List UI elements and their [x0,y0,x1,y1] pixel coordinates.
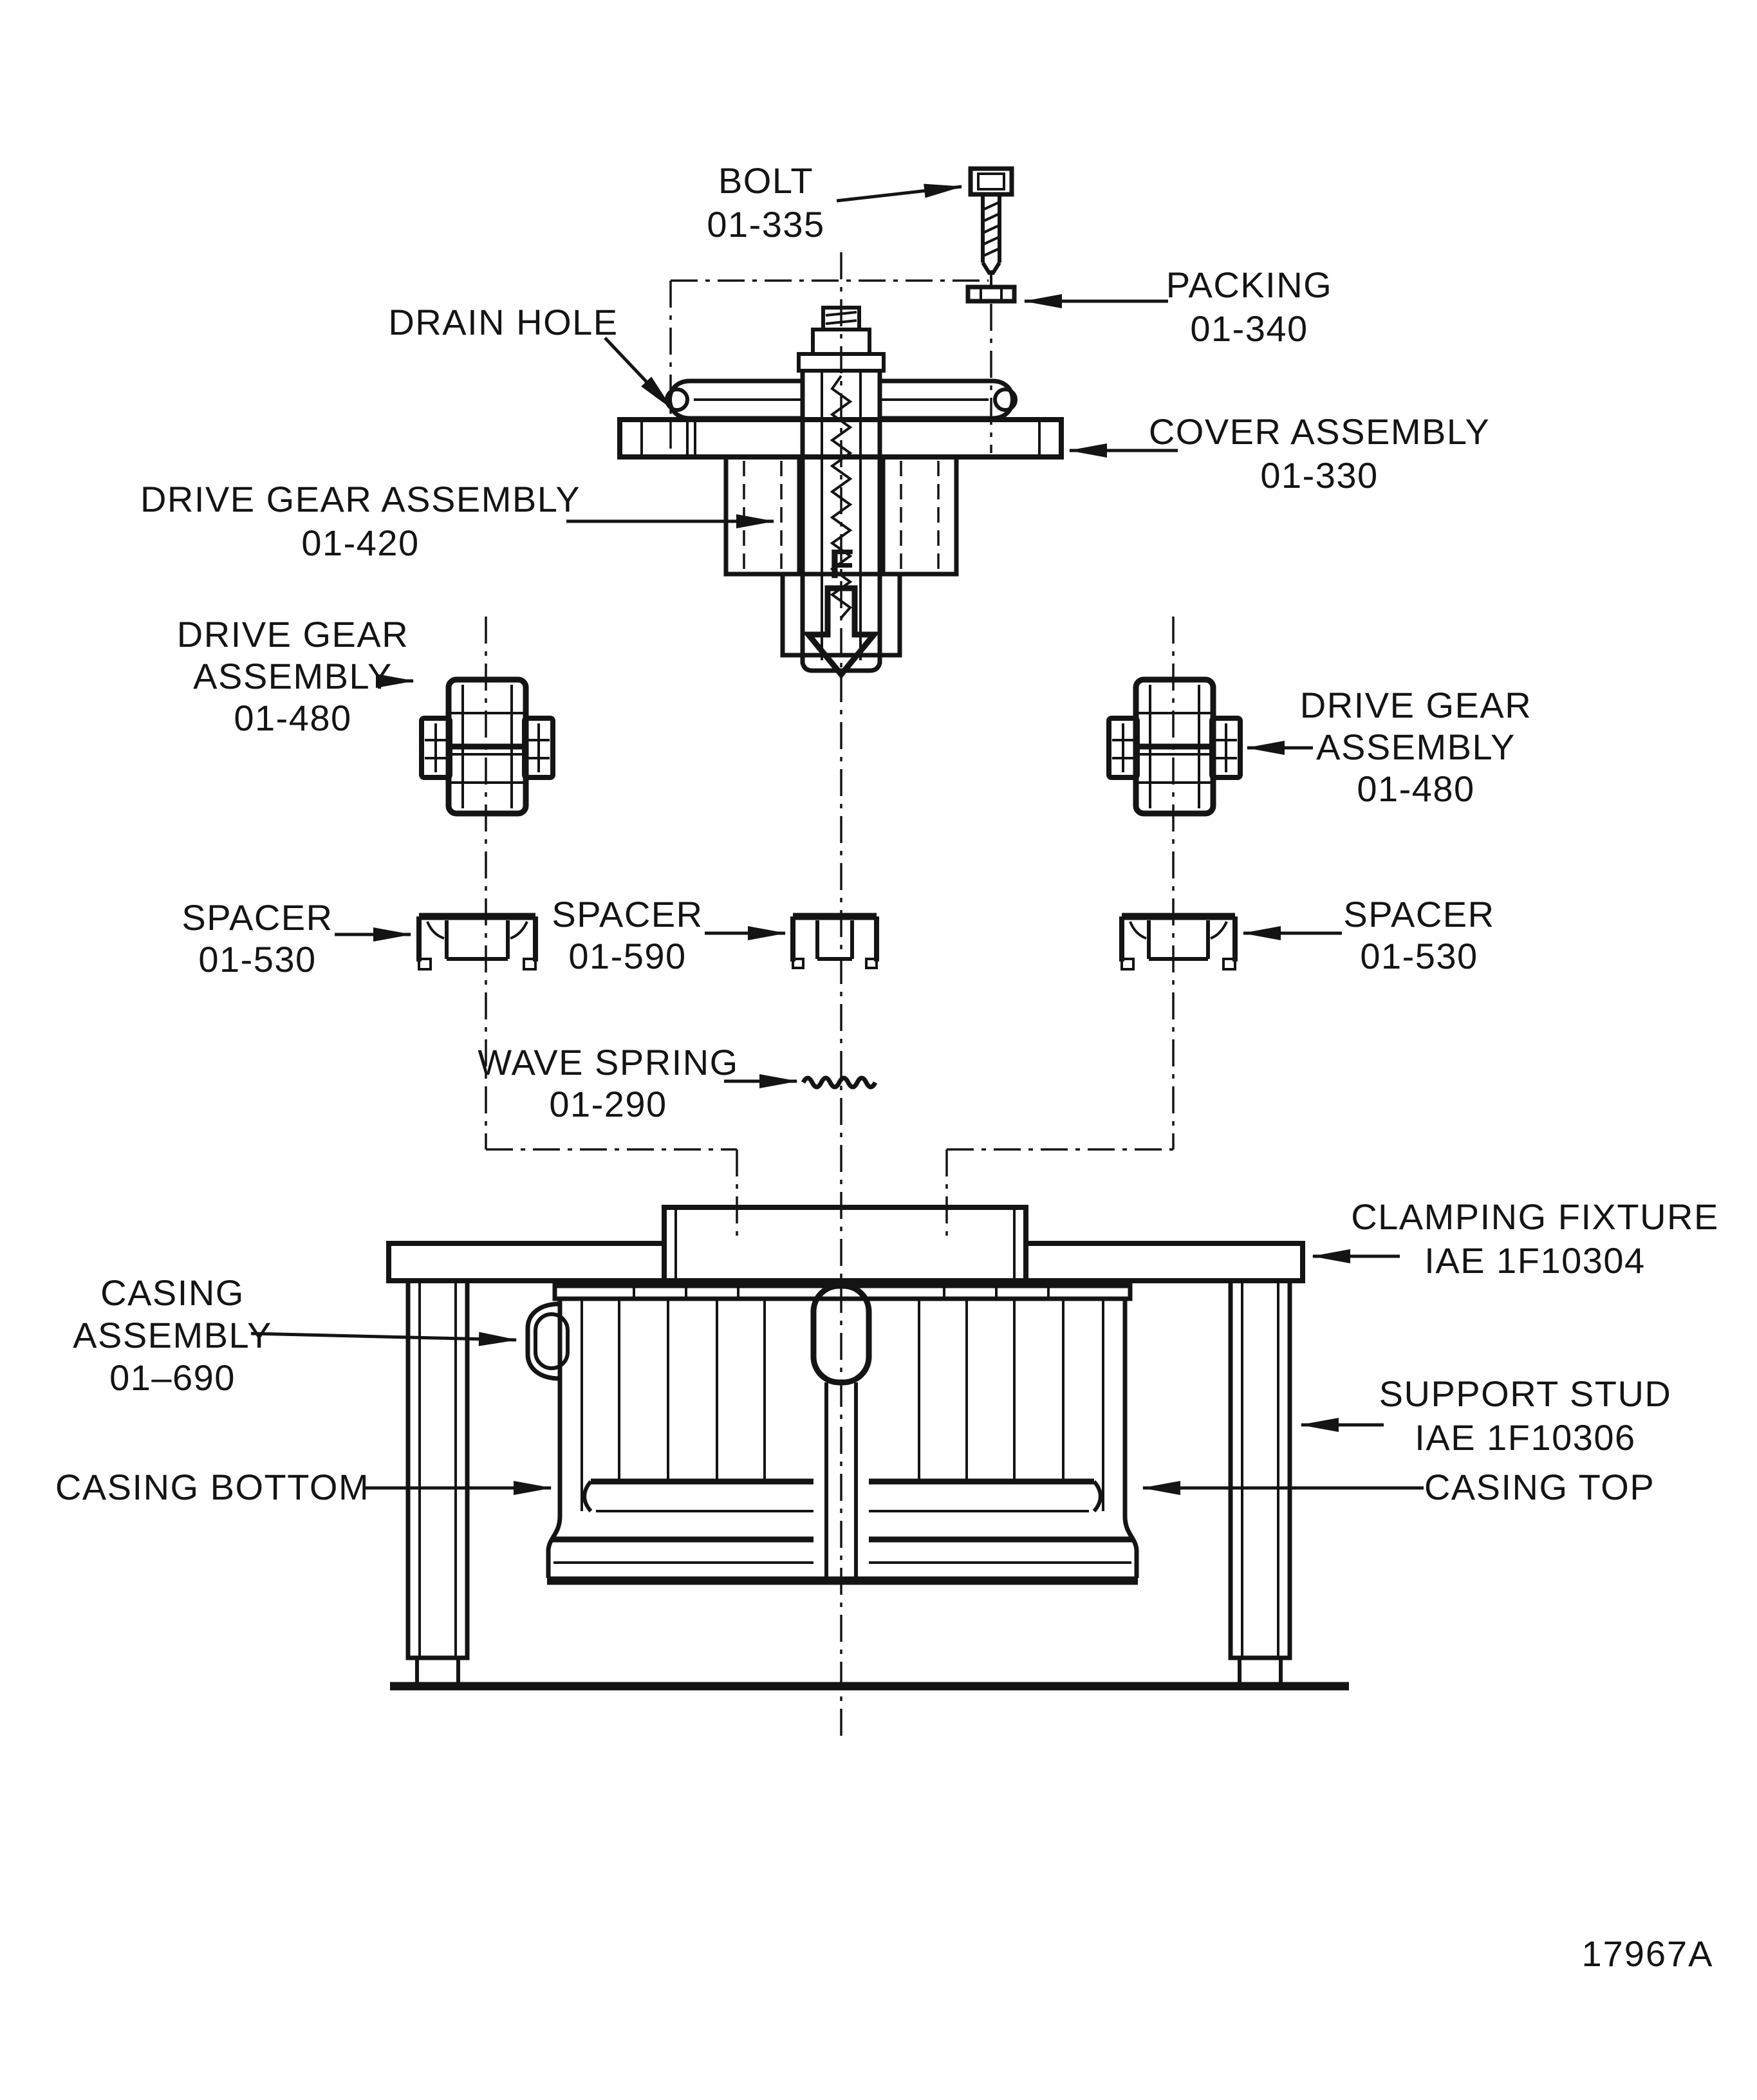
label-bolt: BOLT [718,160,814,201]
label-spacer-left: SPACER [181,897,333,938]
bolt-drawing [971,169,1012,273]
label-bolt-number: 01-335 [707,204,825,245]
label-drive-gear-left-number: 01-480 [234,698,352,738]
label-clamping-fixture-number: IAE 1F10304 [1424,1240,1646,1281]
label-force-marker: F [828,541,855,587]
casing-top-boss-drawing [664,1207,1026,1281]
support-stud-right [1231,1281,1290,1658]
cover-left-boss [726,457,799,574]
label-clamping-fixture: CLAMPING FIXTURE [1351,1196,1719,1237]
cover-right-boss [883,457,956,574]
label-drive-gear-right-2: ASSEMBLY [1316,727,1516,767]
drive-gear-right-drawing [1109,680,1240,813]
label-support-stud: SUPPORT STUD [1379,1373,1672,1414]
spacer-right-drawing [1122,916,1235,969]
text-labels [55,160,1719,1974]
spacer-center-drawing [793,916,877,968]
label-packing-number: 01-340 [1190,308,1308,349]
support-stud-left-drawing [408,1281,467,1686]
label-wave-spring: WAVE SPRING [478,1042,739,1083]
support-stud-left-foot [417,1658,458,1686]
label-wave-spring-number: 01-290 [549,1084,667,1124]
label-drive-gear-left-2: ASSEMBLY [193,656,393,696]
label-casing-assembly-1: CASING [100,1272,245,1313]
label-drive-gear-right-number: 01-480 [1357,768,1475,809]
packing-washer [968,287,1014,301]
label-drain-hole: DRAIN HOLE [388,302,618,342]
wave-spring-drawing [803,1078,875,1087]
label-spacer-right-number: 01-530 [1360,936,1478,976]
casing-body-drawing [528,1282,1138,1581]
leader-bolt [837,187,962,201]
label-spacer-center: SPACER [552,894,703,934]
label-drive-gear-right-1: DRIVE GEAR [1299,685,1532,725]
label-spacer-left-number: 01-530 [198,939,317,980]
support-stud-right-foot [1240,1658,1281,1686]
label-support-stud-number: IAE 1F10306 [1415,1417,1636,1458]
bolt-threads [983,202,999,256]
casing-top-boss [664,1207,1026,1281]
spacer-left-drawing [419,916,535,969]
label-drive-gear-top: DRIVE GEAR ASSEMBLY [140,479,581,519]
packing-drawing [968,287,1014,301]
label-spacer-right: SPACER [1343,894,1495,934]
label-cover-assembly: COVER ASSEMBLY [1148,411,1491,452]
label-casing-top: CASING TOP [1424,1467,1655,1507]
drive-gear-left-drawing [422,680,553,813]
figure-number: 17967A [1581,1933,1714,1974]
bolt-tip [983,263,999,273]
label-casing-bottom: CASING BOTTOM [55,1467,370,1507]
label-cover-assembly-number: 01-330 [1260,455,1379,496]
label-casing-assembly-2: ASSEMBLY [73,1315,272,1355]
label-drive-gear-left-1: DRIVE GEAR [176,614,409,655]
label-drive-gear-top-number: 01-420 [301,523,420,563]
casing-lug-hole [535,1314,568,1368]
leader-drain-hole [605,338,672,409]
label-casing-assembly-number: 01–690 [109,1357,236,1398]
label-spacer-center-number: 01-590 [568,936,687,976]
centerlines [486,252,1173,1736]
leader-casing-assembly [251,1333,516,1340]
label-packing: PACKING [1166,265,1333,305]
support-stud-right-drawing [1231,1281,1290,1686]
